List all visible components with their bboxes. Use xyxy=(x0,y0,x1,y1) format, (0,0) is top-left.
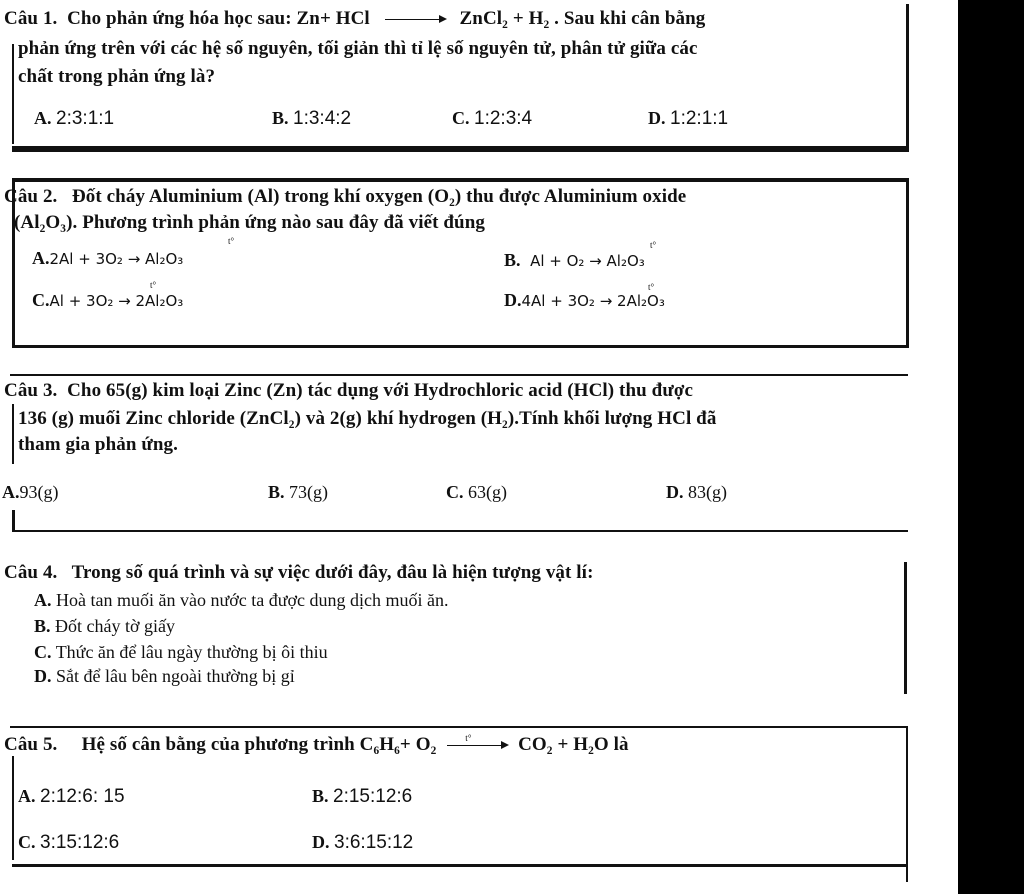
option-key: D. xyxy=(648,108,666,128)
option-key: C. xyxy=(18,832,36,852)
q1-label: Câu 1. xyxy=(4,8,58,29)
q1-option-c xyxy=(452,108,532,130)
q2-a-temp: t° xyxy=(228,236,235,246)
q1-option-d xyxy=(648,108,728,130)
q3-top-border xyxy=(10,374,908,376)
option-key: C. xyxy=(32,290,50,310)
option-text: Hoà tan muối ăn vào nước ta được dung dịch muối ăn. xyxy=(56,590,449,610)
option-key: A. xyxy=(32,248,50,268)
option-text: 4Al + 3O₂ → 2Al₂O₃ xyxy=(521,292,665,310)
q2-option-d xyxy=(504,290,665,311)
option-text: Al + 3O₂ → 2Al₂O₃ xyxy=(49,292,184,310)
option-key: A. xyxy=(18,786,36,806)
q1-text-b: ZnCl₂ + H₂ xyxy=(459,8,550,29)
q1-option-b xyxy=(272,108,351,130)
q3-left-border xyxy=(12,404,14,464)
q3-line-3: tham gia phản ứng. xyxy=(18,434,178,455)
q4-option-a xyxy=(34,590,448,611)
option-key: B. xyxy=(312,786,329,806)
q4-option-c xyxy=(34,642,328,663)
reaction-arrow-icon xyxy=(447,732,507,747)
q1-option-a xyxy=(34,108,114,130)
option-text: 63(g) xyxy=(468,482,507,502)
q5-line-1 xyxy=(4,734,629,756)
q4-line-1 xyxy=(4,562,594,584)
option-text: 1:2:1:1 xyxy=(670,108,729,129)
q2-b-temp: t° xyxy=(650,240,657,250)
option-text: 1:3:4:2 xyxy=(293,108,352,129)
q2-line-1 xyxy=(4,186,686,208)
q5-temp: t° xyxy=(465,732,472,743)
q2-right-border xyxy=(906,178,909,348)
option-key: B. xyxy=(268,482,285,502)
q3-line-1 xyxy=(4,380,693,402)
q2-option-b xyxy=(504,250,645,271)
q1-left-border xyxy=(12,44,14,144)
option-text: 2Al + 3O₂ → Al₂O₃ xyxy=(49,250,184,268)
option-text: 3:6:15:12 xyxy=(334,832,414,853)
q1-line-2: phản ứng trên với các hệ số nguyên, tối giản thì tỉ lệ số nguyên tử, phân tử giữa các xyxy=(18,38,698,59)
q3-option-d xyxy=(666,482,727,503)
option-text: 2:12:6: 15 xyxy=(40,786,125,807)
option-key: D. xyxy=(312,832,330,852)
option-text: 3:15:12:6 xyxy=(40,832,120,853)
q5-text-a: Hệ số cân bằng của phương trình C₆H₆+ O₂ xyxy=(81,734,437,755)
q2-bottom-border xyxy=(12,345,908,348)
option-text: 2:3:1:1 xyxy=(56,108,115,129)
q5-top-border xyxy=(10,726,908,728)
q4-text: Trong số quá trình và sự việc dưới đây, đâu là hiện tượng vật lí: xyxy=(71,562,594,583)
q2-d-temp: t° xyxy=(648,282,655,292)
option-text: 93(g) xyxy=(19,482,59,502)
q4-label: Câu 4. xyxy=(4,562,58,583)
q3-option-b xyxy=(268,482,328,503)
q2-option-a xyxy=(32,248,183,269)
option-text: 73(g) xyxy=(289,482,329,502)
option-key: C. xyxy=(446,482,464,502)
q4-right-border xyxy=(904,562,907,694)
q4-option-b xyxy=(34,616,175,637)
option-key: C. xyxy=(34,642,52,662)
q2-line-2: (Al₂O₃). Phương trình phản ứng nào sau đây đã viết đúng xyxy=(14,212,485,233)
option-text: Sắt để lâu bên ngoài thường bị gỉ xyxy=(56,666,295,686)
option-key: D. xyxy=(34,666,52,686)
option-key: B. xyxy=(504,250,521,270)
q3-label: Câu 3. xyxy=(4,380,58,401)
option-key: A. xyxy=(34,108,52,128)
q2-text: Đốt cháy Aluminium (Al) trong khí oxygen (O₂) thu được Aluminium oxide xyxy=(71,186,687,207)
q5-option-b xyxy=(312,786,412,808)
right-black-border xyxy=(958,0,1024,894)
q3-option-a xyxy=(2,482,59,503)
q1-line-1 xyxy=(4,8,705,30)
q1-text-a: Cho phản ứng hóa học sau: Zn+ HCl xyxy=(67,8,370,29)
q2-option-c xyxy=(32,290,183,311)
q1-right-border xyxy=(906,4,909,152)
q1-bottom-border xyxy=(12,146,908,152)
option-key: A. xyxy=(2,482,20,502)
option-key: D. xyxy=(504,290,522,310)
q3-option-c xyxy=(446,482,507,503)
q5-option-d xyxy=(312,832,413,854)
q5-left-border xyxy=(12,756,14,860)
q5-text-b: CO₂ + H₂O là xyxy=(518,734,629,755)
option-text: Al + O₂ → Al₂O₃ xyxy=(530,252,645,270)
option-text: 83(g) xyxy=(688,482,727,502)
option-key: C. xyxy=(452,108,470,128)
q2-label: Câu 2. xyxy=(4,186,58,207)
option-text: 2:15:12:6 xyxy=(333,786,413,807)
q1-line-3: chất trong phản ứng là? xyxy=(18,66,216,87)
option-text: 1:2:3:4 xyxy=(474,108,533,129)
q5-option-a xyxy=(18,786,125,808)
option-text: Đốt cháy tờ giấy xyxy=(55,616,176,636)
q3-bottom-border xyxy=(12,530,908,532)
q3-line-2: 136 (g) muối Zinc chloride (ZnCl₂) và 2(g) khí hydrogen (H₂).Tính khối lượng HCl đã xyxy=(18,408,717,429)
q1-text-c: . Sau khi cân bằng xyxy=(554,8,706,29)
option-key: B. xyxy=(272,108,289,128)
q3-left-border-lower xyxy=(12,510,15,532)
q5-right-border xyxy=(906,726,908,882)
option-key: A. xyxy=(34,590,52,610)
q5-option-c xyxy=(18,832,119,854)
q2-c-temp: t° xyxy=(150,280,157,290)
q2-top-border xyxy=(12,178,908,182)
q5-bottom-border xyxy=(12,864,908,867)
q4-option-d xyxy=(34,666,295,687)
q5-label: Câu 5. xyxy=(4,734,58,755)
option-text: Thức ăn để lâu ngày thường bị ôi thiu xyxy=(55,642,328,662)
reaction-arrow-icon xyxy=(385,19,445,21)
q3-text: Cho 65(g) kim loại Zinc (Zn) tác dụng với Hydrochloric acid (HCl) thu được xyxy=(67,380,693,401)
option-key: D. xyxy=(666,482,684,502)
option-key: B. xyxy=(34,616,51,636)
